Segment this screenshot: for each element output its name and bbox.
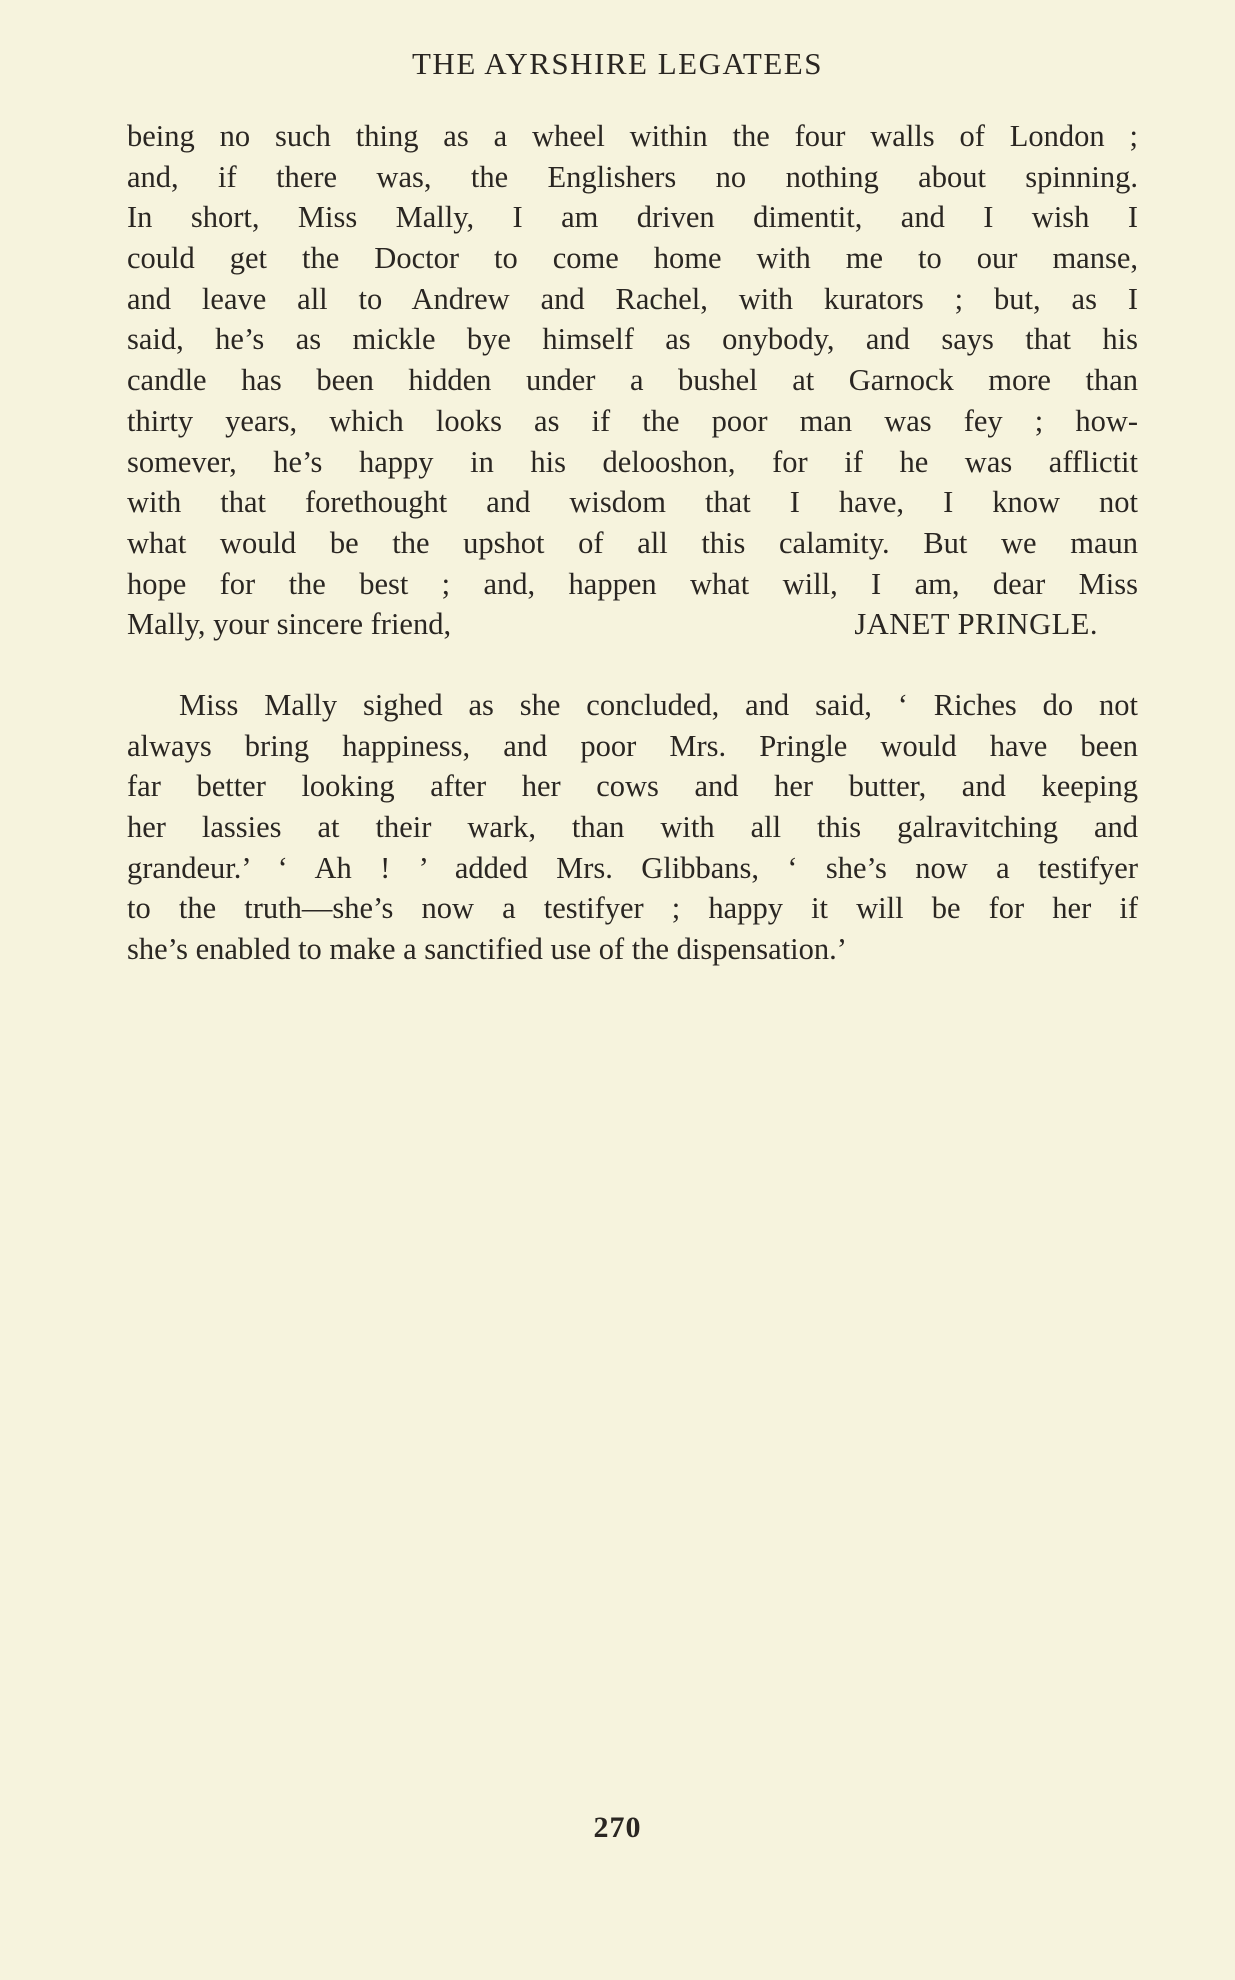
text-line: and, if there was, the Englishers no nothing about spinning. (127, 159, 1138, 194)
text-line: with that forethought and wisdom that I have, I know not (127, 485, 1138, 520)
text-line: and leave all to Andrew and Rachel, with kurators ; but, as I (127, 281, 1138, 316)
letter-paragraph (127, 116, 1138, 645)
text-line: being no such thing as a wheel within the four walls of London ; (127, 119, 1138, 153)
text-line: could get the Doctor to come home with me to our manse, (127, 241, 1138, 276)
text-line: said, he’s as mickle bye himself as onybody, and says that his (127, 322, 1138, 357)
text-line: candle has been hidden under a bushel at Garnock more than (127, 363, 1138, 398)
text-line: what would be the upshot of all this calamity. But we maun (127, 525, 1138, 560)
text-line: far better looking after her cows and her butter, and keeping (127, 769, 1138, 804)
text-line: grandeur.’ ‘ Ah ! ’ added Mrs. Glibbans, ‘ she’s now a testifyer (127, 850, 1138, 885)
letter-closing: Mally, your sincere friend, (127, 607, 452, 642)
letter-signature: JANET PRINGLE. (854, 607, 1098, 642)
letter-closing-line (127, 604, 1138, 645)
text-line: her lassies at their wark, than with all this galravitching and (127, 810, 1138, 845)
text-line: thirty years, which looks as if the poor man was fey ; how- (127, 403, 1138, 438)
text-line: hope for the best ; and, happen what will, I am, dear Miss (127, 566, 1138, 601)
page-number: 270 (593, 1811, 642, 1844)
running-head: THE AYRSHIRE LEGATEES (412, 46, 823, 81)
narrative-paragraph (127, 685, 1138, 970)
text-line: she’s enabled to make a sanctified use of the dispensation.’ (127, 932, 847, 967)
text-line: to the truth—she’s now a testifyer ; happy it will be for her if (127, 891, 1138, 926)
text-line: always bring happiness, and poor Mrs. Pringle would have been (127, 728, 1138, 763)
text-line: somever, he’s happy in his delooshon, for if he was afflictit (127, 444, 1138, 479)
text-line: Miss Mally sighed as she concluded, and said, ‘ Riches do not (179, 688, 1138, 722)
text-line: In short, Miss Mally, I am driven dimentit, and I wish I (127, 200, 1138, 235)
